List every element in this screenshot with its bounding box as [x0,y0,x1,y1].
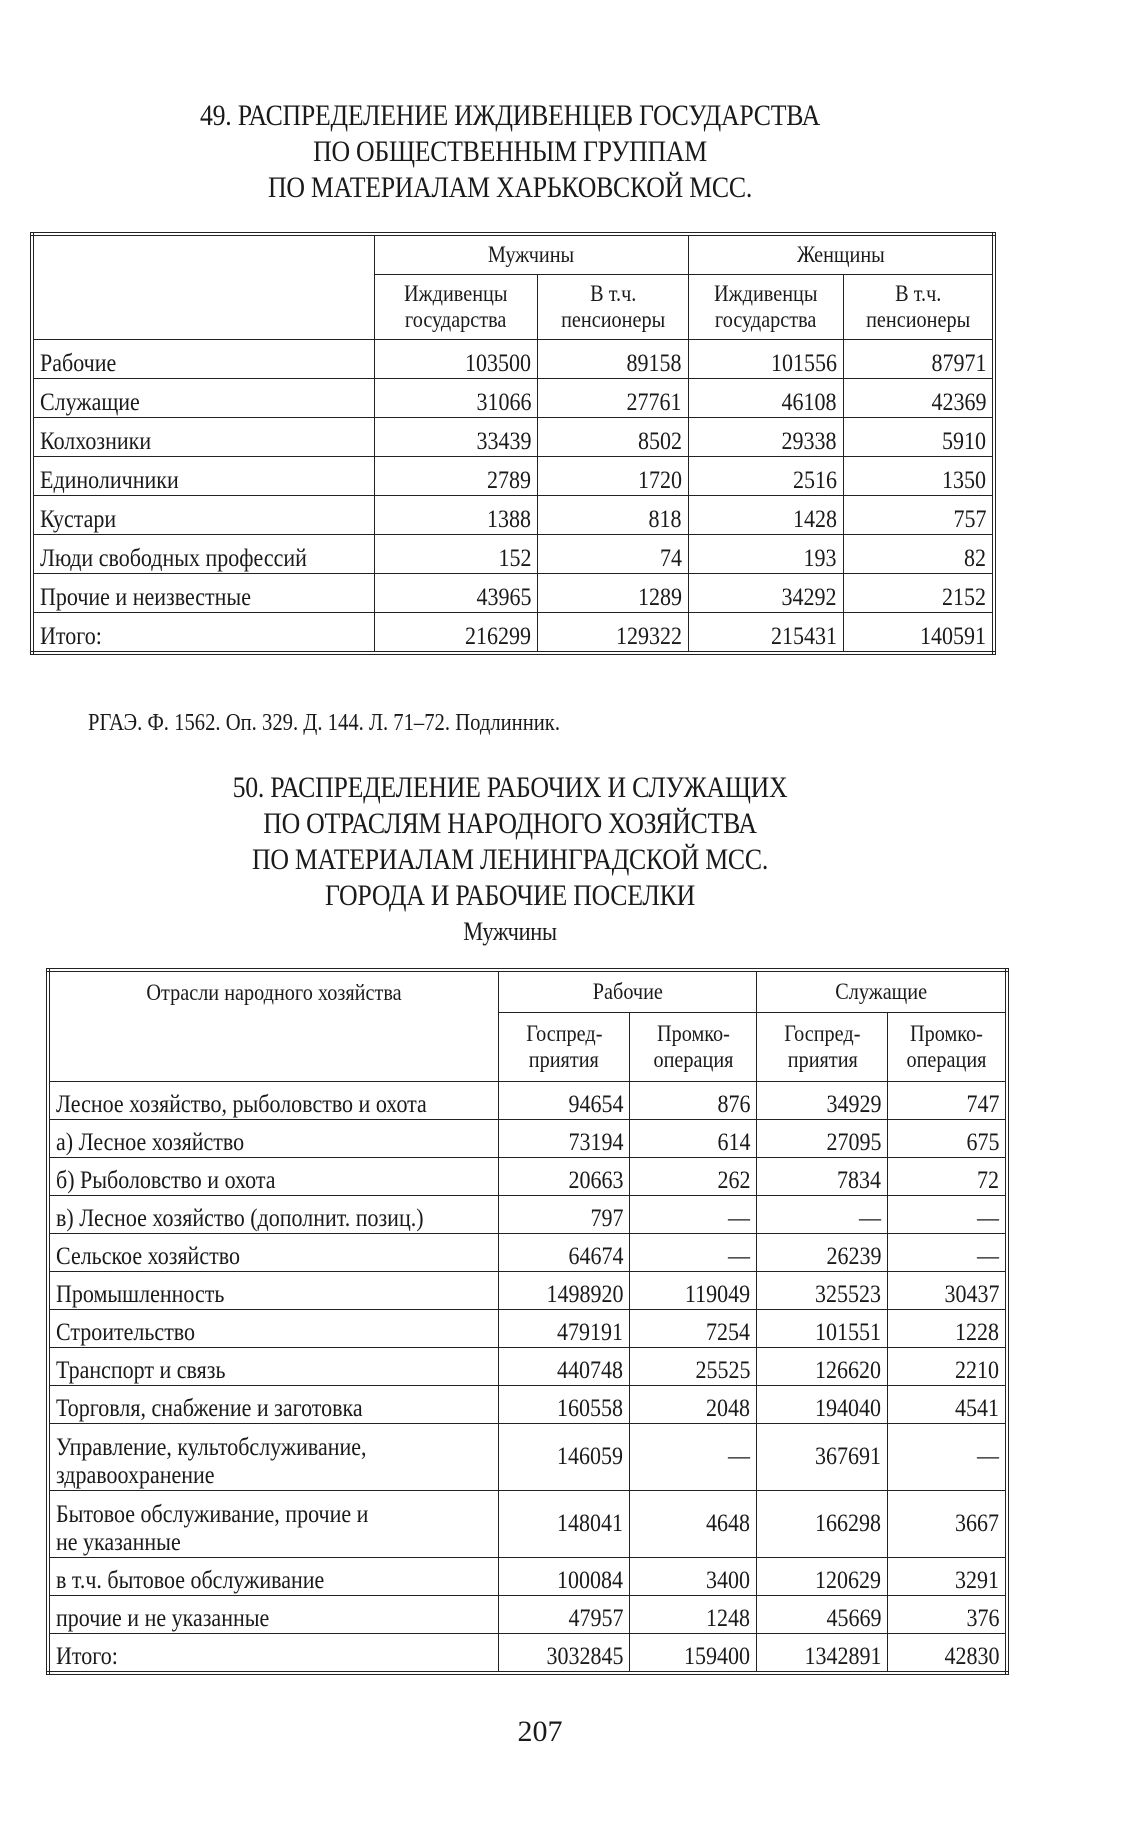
cell: 747 [888,1082,1007,1120]
row-label: Сельское хозяйство [48,1234,499,1272]
group-header-women: Женщины [688,234,994,275]
cell: 27095 [757,1120,888,1158]
table-row [48,1196,1007,1234]
cell: 1720 [538,457,689,496]
cell: 120629 [757,1558,888,1596]
cell: 64674 [499,1234,630,1272]
cell: 1498920 [499,1272,630,1310]
cell: 440748 [499,1348,630,1386]
cell: 43965 [374,574,538,613]
row-label: Единоличники [32,457,374,496]
cell: 20663 [499,1158,630,1196]
cell: 797 [499,1196,630,1234]
cell-dash: — [888,1234,1007,1272]
table-row [48,1558,1007,1596]
table-50-workers-by-branch [46,968,1009,1675]
subheader-women-dependents: Иждивенцы государства [688,275,843,340]
title-line: ПО ОТРАСЛЯМ НАРОДНОГО ХОЗЯЙСТВА [263,807,757,840]
cell: 146059 [499,1424,630,1491]
cell: 129322 [538,613,689,654]
table-50-title [123,770,897,950]
cell: 159400 [630,1634,757,1674]
table-row [32,379,994,418]
row-label: Люди свободных профессий [32,535,374,574]
subheader-workers-coop: Промко- операция [630,1013,757,1082]
table-row [48,1310,1007,1348]
cell: 215431 [688,613,843,654]
cell: 1248 [630,1596,757,1634]
table-row [48,1348,1007,1386]
cell: 614 [630,1120,757,1158]
cell: 5910 [843,418,994,457]
cell: 42369 [843,379,994,418]
cell: 7834 [757,1158,888,1196]
table-49-dependents [30,232,996,655]
table-row [48,1272,1007,1310]
cell: 46108 [688,379,843,418]
title-line: 49. РАСПРЕДЕЛЕНИЕ ИЖДИВЕНЦЕВ ГОСУДАРСТВА [200,99,820,132]
row-label: Лесное хозяйство, рыболовство и охота [48,1082,499,1120]
cell: 31066 [374,379,538,418]
cell: 479191 [499,1310,630,1348]
table-row [48,1491,1007,1558]
table-row [32,418,994,457]
cell: 818 [538,496,689,535]
table-row [48,1120,1007,1158]
subheader-women-pensioners: В т.ч. пенсионеры [843,275,994,340]
row-label: Прочие и неизвестные [32,574,374,613]
cell-dash: — [888,1424,1007,1491]
archive-source-note: РГАЭ. Ф. 1562. Оп. 329. Д. 144. Л. 71–72. Подлинник. [88,710,561,736]
table-row-total [48,1634,1007,1674]
cell: 101551 [757,1310,888,1348]
row-label: Итого: [48,1634,499,1674]
table-row [48,1424,1007,1491]
cell: 152 [374,535,538,574]
cell: 29338 [688,418,843,457]
subheader-men-pensioners: В т.ч. пенсионеры [538,275,689,340]
cell: 216299 [374,613,538,654]
cell: 367691 [757,1424,888,1491]
cell: 72 [888,1158,1007,1196]
corner-header [32,234,374,340]
row-label: Промышленность [48,1272,499,1310]
cell: 74 [538,535,689,574]
table-row [48,1158,1007,1196]
group-header-workers: Рабочие [499,970,757,1013]
cell: 3667 [888,1491,1007,1558]
cell: 1228 [888,1310,1007,1348]
cell: 25525 [630,1348,757,1386]
cell: 2048 [630,1386,757,1424]
row-label: в) Лесное хозяйство (дополнит. позиц.) [48,1196,499,1234]
group-header-men: Мужчины [374,234,688,275]
cell: 7254 [630,1310,757,1348]
subheader-employees-coop: Промко- операция [888,1013,1007,1082]
cell: 100084 [499,1558,630,1596]
row-label: в т.ч. бытовое обслуживание [48,1558,499,1596]
cell: 34292 [688,574,843,613]
cell: 103500 [374,340,538,379]
table-row [48,1386,1007,1424]
page-number: 207 [517,1715,563,1748]
subtitle-men: Мужчины [463,917,557,946]
title-line: ПО МАТЕРИАЛАМ ЛЕНИНГРАДСКОЙ МСС. [251,843,769,876]
cell: 73194 [499,1120,630,1158]
row-label: Бытовое обслуживание, прочие и не указанные [48,1491,499,1558]
cell-dash: — [630,1196,757,1234]
cell: 675 [888,1120,1007,1158]
cell: 1388 [374,496,538,535]
table-header-row [48,970,1007,1013]
row-label: Служащие [32,379,374,418]
table-row [48,1082,1007,1120]
cell: 160558 [499,1386,630,1424]
cell-dash: — [630,1234,757,1272]
cell: 3291 [888,1558,1007,1596]
subheader-employees-state: Госпред- приятия [757,1013,888,1082]
row-label: Строительство [48,1310,499,1348]
corner-header: Отрасли народного хозяйства [48,970,499,1082]
cell: 193 [688,535,843,574]
table-49-title [123,98,897,206]
cell: 33439 [374,418,538,457]
title-line: ПО ОБЩЕСТВЕННЫМ ГРУППАМ [313,135,707,168]
table-row [32,457,994,496]
title-line: 50. РАСПРЕДЕЛЕНИЕ РАБОЧИХ И СЛУЖАЩИХ [232,771,788,804]
table-header-row [32,234,994,275]
cell: 2789 [374,457,538,496]
table-row [32,535,994,574]
cell: 140591 [843,613,994,654]
group-header-employees: Служащие [757,970,1007,1013]
row-label: Кустари [32,496,374,535]
cell: 3032845 [499,1634,630,1674]
row-label: Колхозники [32,418,374,457]
cell-dash: — [630,1424,757,1491]
table-row [48,1234,1007,1272]
cell: 148041 [499,1491,630,1558]
row-label: Управление, культобслуживание, здравоохранение [48,1424,499,1491]
row-label: Итого: [32,613,374,654]
cell: 45669 [757,1596,888,1634]
row-label: Торговля, снабжение и заготовка [48,1386,499,1424]
row-label: Рабочие [32,340,374,379]
table-row [32,496,994,535]
cell: 126620 [757,1348,888,1386]
cell: 1289 [538,574,689,613]
cell: 376 [888,1596,1007,1634]
cell: 30437 [888,1272,1007,1310]
cell: 101556 [688,340,843,379]
cell: 194040 [757,1386,888,1424]
cell: 27761 [538,379,689,418]
cell: 42830 [888,1634,1007,1674]
cell: 3400 [630,1558,757,1596]
cell-dash: — [757,1196,888,1234]
row-label: б) Рыболовство и охота [48,1158,499,1196]
cell: 166298 [757,1491,888,1558]
cell: 34929 [757,1082,888,1120]
cell: 1350 [843,457,994,496]
table-row [32,574,994,613]
row-label: Транспорт и связь [48,1348,499,1386]
cell: 1428 [688,496,843,535]
cell: 119049 [630,1272,757,1310]
title-line: ПО МАТЕРИАЛАМ ХАРЬКОВСКОЙ МСС. [267,171,753,204]
cell: 2516 [688,457,843,496]
cell: 89158 [538,340,689,379]
cell: 82 [843,535,994,574]
row-label: прочие и не указанные [48,1596,499,1634]
cell: 876 [630,1082,757,1120]
cell: 2210 [888,1348,1007,1386]
table-row [48,1596,1007,1634]
cell: 47957 [499,1596,630,1634]
title-line: ГОРОДА И РАБОЧИЕ ПОСЕЛКИ [325,879,695,912]
cell: 94654 [499,1082,630,1120]
cell: 757 [843,496,994,535]
cell: 262 [630,1158,757,1196]
cell-dash: — [888,1196,1007,1234]
cell: 2152 [843,574,994,613]
cell: 87971 [843,340,994,379]
row-label: а) Лесное хозяйство [48,1120,499,1158]
cell: 4648 [630,1491,757,1558]
table-row-total [32,613,994,654]
table-row [32,340,994,379]
cell: 1342891 [757,1634,888,1674]
subheader-men-dependents: Иждивенцы государства [374,275,538,340]
subheader-workers-state: Госпред- приятия [499,1013,630,1082]
cell: 8502 [538,418,689,457]
cell: 26239 [757,1234,888,1272]
cell: 325523 [757,1272,888,1310]
cell: 4541 [888,1386,1007,1424]
